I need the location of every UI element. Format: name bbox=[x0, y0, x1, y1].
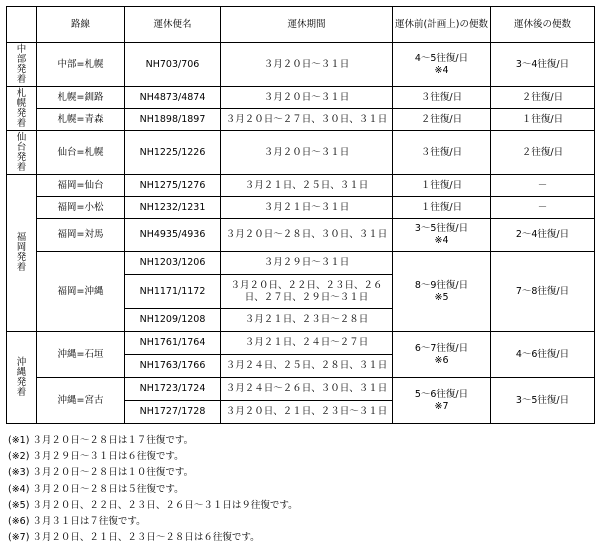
footnote-line: (※6) ３月３１日は７往復です。 bbox=[8, 516, 146, 528]
table-row bbox=[7, 109, 595, 131]
before-count-cell bbox=[393, 131, 491, 175]
before-count: ２往復/日 bbox=[420, 113, 463, 125]
route-cell: 福岡=対馬 bbox=[37, 219, 125, 252]
period-cell: ３月２０日～３１日 bbox=[221, 43, 393, 87]
table-row bbox=[7, 332, 595, 355]
before-count: 4～5往復/日 bbox=[414, 52, 469, 64]
table-row bbox=[7, 197, 595, 219]
period-cell: ３月２０日、２１日、２３日～３１日 bbox=[221, 401, 393, 424]
after-count-cell: 2～4往復/日 bbox=[491, 219, 595, 252]
flight-cell: NH1723/1724 bbox=[125, 378, 221, 401]
table-row bbox=[7, 131, 595, 175]
before-count-cell bbox=[393, 87, 491, 109]
flight-cell: NH1275/1276 bbox=[125, 175, 221, 197]
after-count-cell: － bbox=[491, 197, 595, 219]
route-cell: 福岡=仙台 bbox=[37, 175, 125, 197]
after-count-cell: 4～6往復/日 bbox=[491, 332, 595, 378]
table-row bbox=[7, 219, 595, 252]
before-note: ※4 bbox=[434, 235, 449, 246]
period-cell: ３月２０日～３１日 bbox=[221, 131, 393, 175]
before-count: ３往復/日 bbox=[420, 91, 463, 103]
footnote-line: (※2) ３月２９日～３１日は６往復です。 bbox=[8, 451, 184, 463]
header-before: 運休前(計画上)の便数 bbox=[393, 7, 491, 43]
table-row bbox=[7, 43, 595, 87]
before-count: 5～6往復/日 bbox=[414, 388, 469, 400]
before-count: ３往復/日 bbox=[420, 146, 463, 158]
period-cell: ３月２４日～２６日、３０日、３１日 bbox=[221, 378, 393, 401]
footnote-line: (※1) ３月２０日～２８日は１７往復です。 bbox=[8, 435, 194, 446]
flight-cell: NH1225/1226 bbox=[125, 131, 221, 175]
table-row bbox=[7, 378, 595, 401]
header-flight: 運休便名 bbox=[125, 7, 221, 43]
before-note: ※4 bbox=[434, 64, 449, 76]
flight-cell: NH4935/4936 bbox=[125, 219, 221, 252]
period-cell: ３月２０日、２２日、２３日、２６日、２７日、２９日～３１日 bbox=[221, 275, 393, 309]
flight-cell: NH1203/1206 bbox=[125, 252, 221, 275]
after-count-cell: 3～5往復/日 bbox=[491, 378, 595, 424]
route-cell: 福岡=小松 bbox=[37, 197, 125, 219]
flight-cell: NH1232/1231 bbox=[125, 197, 221, 219]
region-label: 仙 台 発 着 bbox=[7, 131, 37, 175]
table-header-row bbox=[7, 7, 595, 43]
header-period: 運休期間 bbox=[221, 7, 393, 43]
route-cell: 札幌=釧路 bbox=[37, 87, 125, 109]
flight-cell: NH703/706 bbox=[125, 43, 221, 87]
flight-cell: NH4873/4874 bbox=[125, 87, 221, 109]
before-count-cell bbox=[393, 219, 491, 252]
route-cell: 札幌=青森 bbox=[37, 109, 125, 131]
before-count-cell bbox=[393, 109, 491, 131]
before-note: ※6 bbox=[434, 354, 449, 366]
after-count-cell: １往復/日 bbox=[491, 109, 595, 131]
before-count: １往復/日 bbox=[420, 179, 463, 191]
header-route: 路線 bbox=[37, 7, 125, 43]
period-cell: ３月２１日、２４日～２７日 bbox=[221, 332, 393, 355]
flight-cell: NH1171/1172 bbox=[125, 275, 221, 309]
route-cell: 仙台=札幌 bbox=[37, 131, 125, 175]
before-note: ※7 bbox=[434, 400, 449, 412]
region-label: 札 幌 発 着 bbox=[7, 87, 37, 131]
suspension-table bbox=[6, 6, 595, 424]
after-count-cell: － bbox=[491, 175, 595, 197]
period-cell: ３月２０日～３１日 bbox=[221, 87, 393, 109]
before-count: １往復/日 bbox=[420, 201, 463, 213]
period-cell: ３月２１日、２５日、３１日 bbox=[221, 175, 393, 197]
region-label: 沖 縄 発 着 bbox=[7, 332, 37, 424]
before-count-cell bbox=[393, 175, 491, 197]
flight-cell: NH1763/1766 bbox=[125, 355, 221, 378]
period-cell: ３月２９日～３１日 bbox=[221, 252, 393, 275]
route-cell: 沖縄=宮古 bbox=[37, 378, 125, 424]
before-count: 3～5往復/日 bbox=[414, 223, 469, 234]
after-count-cell: 7～8往復/日 bbox=[491, 252, 595, 332]
period-cell: ３月２０日～２８日、３０日、３１日 bbox=[221, 219, 393, 252]
footnote-line: (※4) ３月２０日～２８日は５往復です。 bbox=[8, 483, 184, 495]
flight-cell: NH1209/1208 bbox=[125, 309, 221, 332]
after-count-cell: 3～4往復/日 bbox=[491, 43, 595, 87]
period-cell: ３月２１日～３１日 bbox=[221, 197, 393, 219]
flight-cell: NH1727/1728 bbox=[125, 401, 221, 424]
footnote-line: (※5) ３月２０日、２２日、２３日、２６日～３１日は９往復です。 bbox=[8, 499, 298, 511]
period-cell: ３月２４日、２５日、２８日、３１日 bbox=[221, 355, 393, 378]
flight-cell: NH1761/1764 bbox=[125, 332, 221, 355]
before-count-cell bbox=[393, 197, 491, 219]
period-cell: ３月２１日、２３日～２８日 bbox=[221, 309, 393, 332]
after-count-cell: ２往復/日 bbox=[491, 131, 595, 175]
header-after: 運休後の便数 bbox=[491, 7, 595, 43]
before-count-cell bbox=[393, 252, 491, 332]
before-note: ※5 bbox=[434, 291, 449, 303]
before-count-cell bbox=[393, 378, 491, 424]
before-count: 8～9往復/日 bbox=[414, 279, 469, 291]
before-count-cell bbox=[393, 332, 491, 378]
region-label: 中 部 発 着 bbox=[7, 43, 37, 87]
route-cell: 中部=札幌 bbox=[37, 43, 125, 87]
period-cell: ３月２０日～２７日、３０日、３１日 bbox=[221, 109, 393, 131]
table-row bbox=[7, 175, 595, 197]
footnote-line: (※3) ３月２０日～２８日は１０往復です。 bbox=[8, 467, 194, 479]
before-count-cell bbox=[393, 43, 491, 87]
route-cell: 福岡=沖縄 bbox=[37, 252, 125, 332]
flight-cell: NH1898/1897 bbox=[125, 109, 221, 131]
route-cell: 沖縄=石垣 bbox=[37, 332, 125, 378]
footnote-line: (※7) ３月２０日、２１日、２３日～２８日は６往復です。 bbox=[8, 532, 260, 544]
footnotes bbox=[8, 433, 298, 546]
after-count-cell: ２往復/日 bbox=[491, 87, 595, 109]
region-label: 福 岡 発 着 bbox=[7, 175, 37, 332]
header-region bbox=[7, 7, 37, 43]
before-count: 6～7往復/日 bbox=[414, 342, 469, 354]
table-body bbox=[7, 43, 595, 424]
table-row bbox=[7, 87, 595, 109]
table-row bbox=[7, 252, 595, 275]
